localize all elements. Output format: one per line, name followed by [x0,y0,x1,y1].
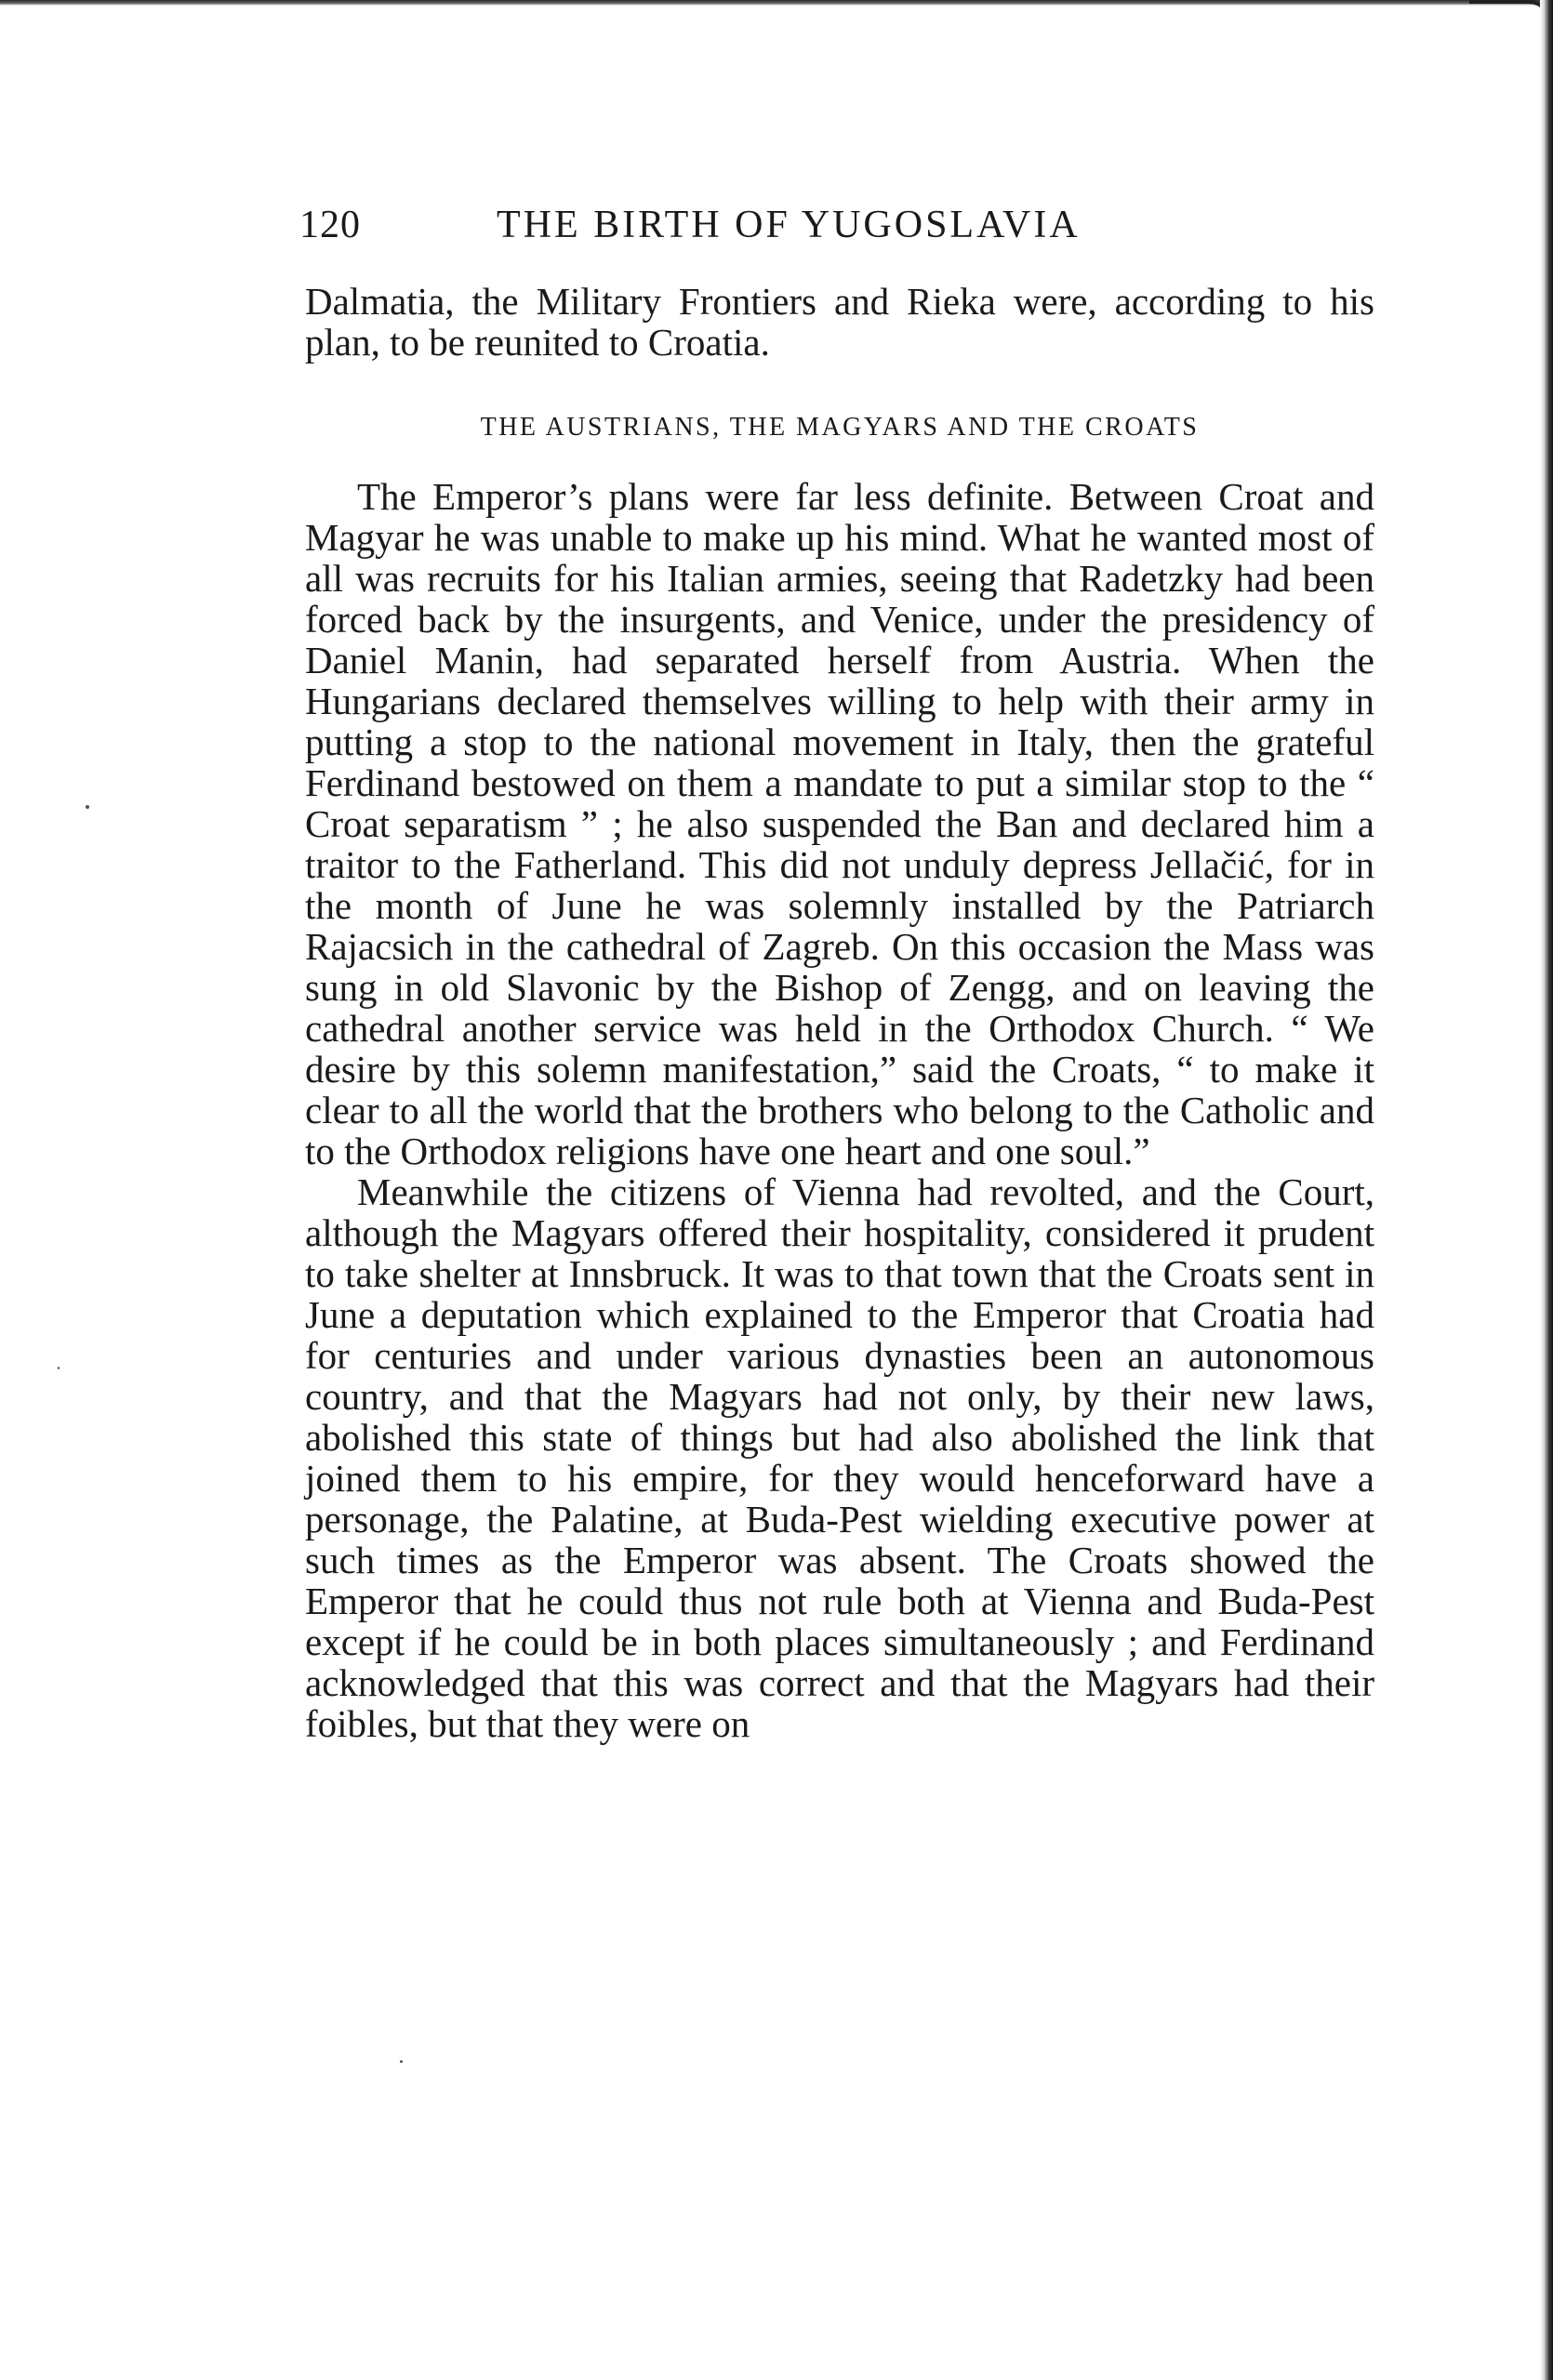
body-text [305,281,1374,1744]
scan-speck [58,1367,60,1369]
paragraph: The Emperor’s plans were far less definite. Between Croat and Magyar he was unable to make up his mind. What he wanted most of all was recruits for his Italian armies, seeing that Radetzky had been forced back by the insurgents, and Venice, under the presidency of Daniel Manin, had separated herself from Austria. When the Hungarians declared themselves willing to help with their army in putting a stop to the national movement in Italy, then the grateful Ferdinand bestowed on them a mandate to put a similar stop to the “ Croat separatism ” ; he also suspended the Ban and declared him a traitor to the Fatherland. This did not unduly depress Jellačić, for in the month of June he was solemnly installed by the Patriarch Rajacsich in the cathedral of Zagreb. On this occasion the Mass was sung in old Slavonic by the Bishop of Zengg, and on leaving the cathedral another service was held in the Orthodox Church. “ We desire by this solemn manifestation,” said the Croats, “ to make it clear to all the world that the brothers who belong to the Catholic and to the Orthodox religions have one heart and one soul.” [305,475,1374,1172]
scan-speck [400,2060,403,2063]
scan-top-edge [0,0,1553,6]
section-heading: THE AUSTRIANS, THE MAGYARS AND THE CROATS [480,413,1200,442]
scan-right-edge [1540,0,1553,2380]
scan-speck [86,805,89,809]
paragraph: Meanwhile the citizens of Vienna had revolted, and the Court, although the Magyars offered their hospitality, considered it prudent to take shelter at Innsbruck. It was to that town that the Croats sent in June a deputation which explained to the Emperor that Croatia had for centuries and under various dynasties been an autonomous country, and that the Magyars had not only, by their new laws, abolished this state of things but had also abolished the link that joined them to his empire, for they would henceforward have a personage, the Palatine, at Buda-Pest wielding executive power at such times as the Emperor was absent. The Croats showed the Emperor that he could thus not rule both at Vienna and Buda-Pest except if he could be in both places simultaneously ; and Ferdinand acknowledged that this was correct and that the Magyars had their foibles, but that they were on [305,1170,1374,1745]
page-number: 120 [299,204,361,246]
paragraph-continuation: Dalmatia, the Military Frontiers and Rieka were, according to his plan, to be reunited to Croatia. [305,280,1374,364]
running-head [299,197,1378,253]
running-title: THE BIRTH OF YUGOSLAVIA [497,204,1081,246]
